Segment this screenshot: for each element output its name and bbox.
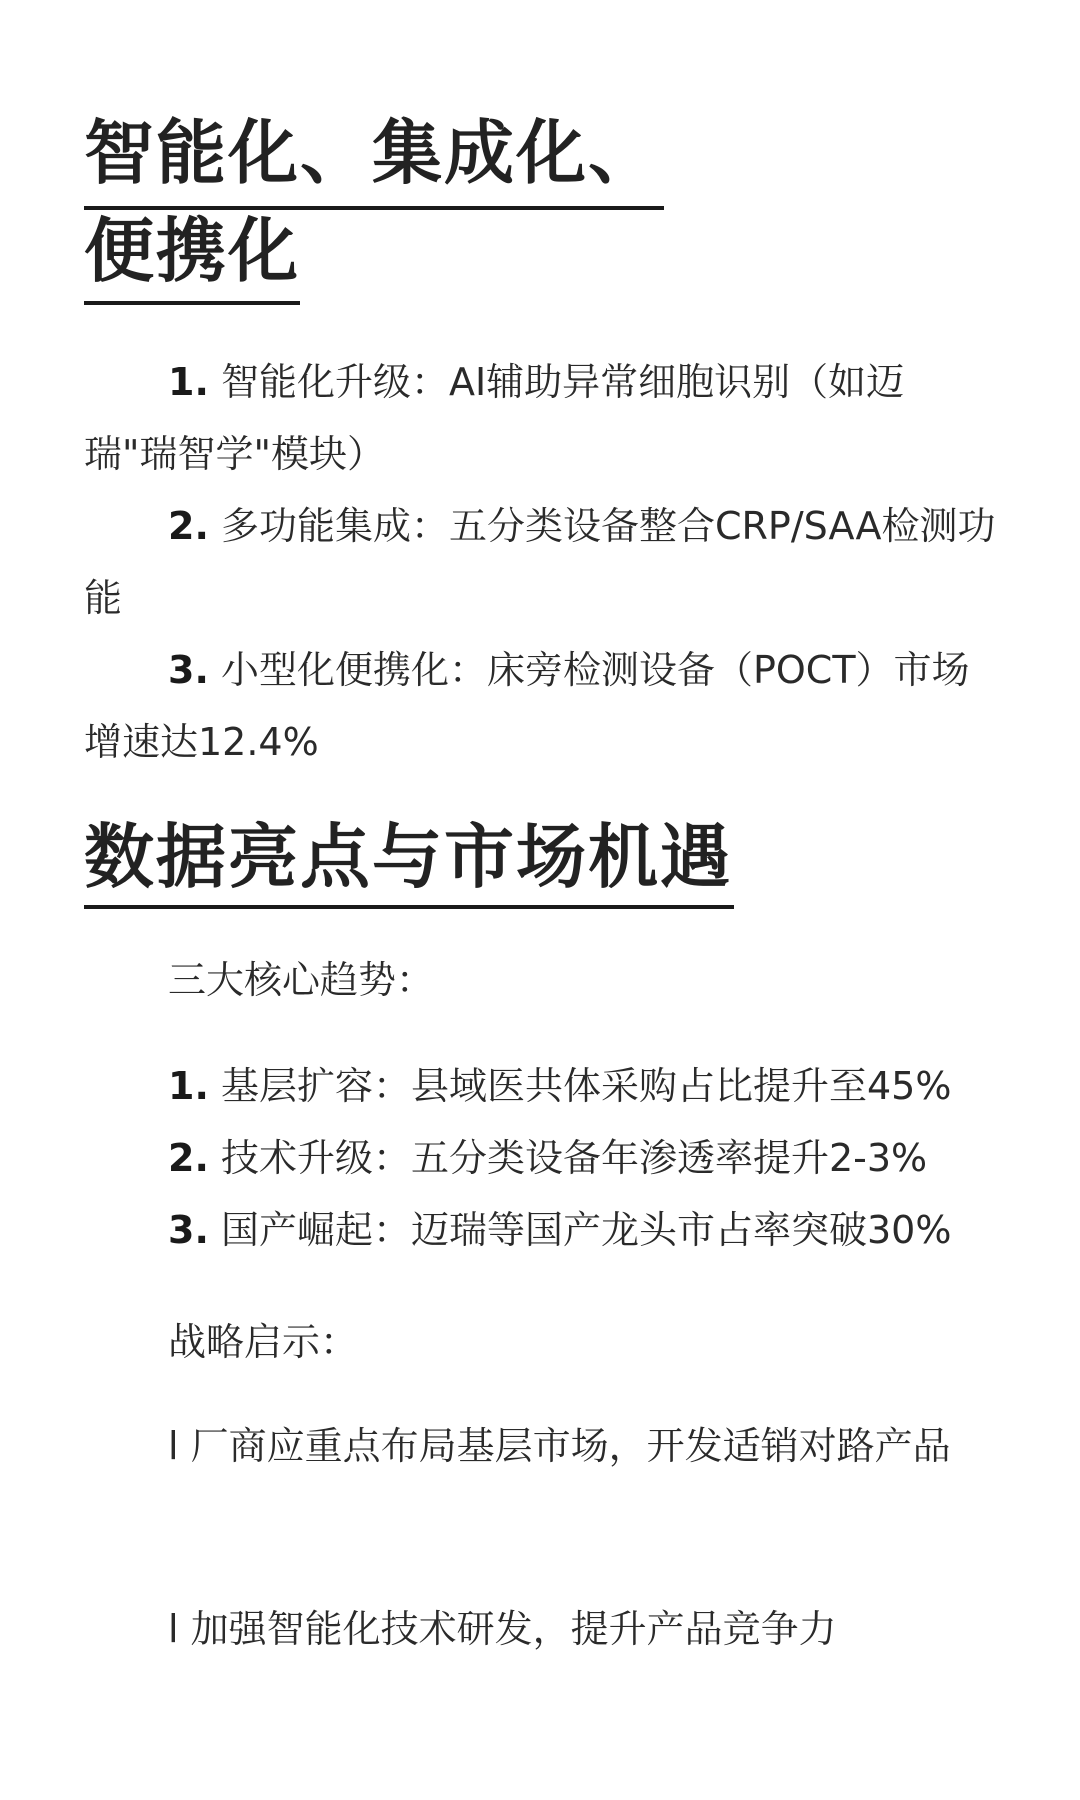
item-number: 3. <box>168 648 209 692</box>
trend-item-2 <box>84 490 996 634</box>
section-title-2: 数据亮点与市场机遇 <box>84 816 732 898</box>
section-title-underline-2 <box>84 301 300 305</box>
item-number: 2. <box>168 1136 209 1180</box>
item-text: 基层扩容：县域医共体采购占比提升至45% <box>208 1064 952 1108</box>
core-trend-3 <box>84 1194 996 1266</box>
item-text: 技术升级：五分类设备年渗透率提升2-3% <box>208 1136 928 1180</box>
trends-label: 三大核心趋势： <box>168 958 435 1002</box>
item-number: 2. <box>168 504 209 548</box>
strategy-label: 战略启示： <box>168 1320 359 1364</box>
item-text: 智能化升级：AI辅助异常细胞识别（如迈瑞"瑞智学"模块） <box>84 360 905 476</box>
item-number: 1. <box>168 1064 209 1108</box>
item-text: 国产崛起：迈瑞等国产龙头市占率突破30% <box>208 1208 952 1252</box>
trend-item-1 <box>84 346 996 490</box>
strategy-item-2: l 加强智能化技术研发，提升产品竞争力 <box>168 1607 837 1651</box>
trend-item-3 <box>84 634 996 778</box>
section-title-underline-3 <box>84 905 734 909</box>
item-number: 1. <box>168 360 209 404</box>
core-trend-2 <box>84 1122 996 1194</box>
item-text: 小型化便携化：床旁检测设备（POCT）市场增速达12.4% <box>84 648 970 764</box>
item-number: 3. <box>168 1208 209 1252</box>
strategy-item-1: l 厂商应重点布局基层市场，开发适销对路产品 <box>168 1424 951 1468</box>
section-title-line-2: 便携化 <box>84 210 300 292</box>
item-text: 多功能集成：五分类设备整合CRP/SAA检测功能 <box>84 504 996 620</box>
section-title-line-1: 智能化、集成化、 <box>84 112 660 194</box>
core-trend-1 <box>84 1050 996 1122</box>
